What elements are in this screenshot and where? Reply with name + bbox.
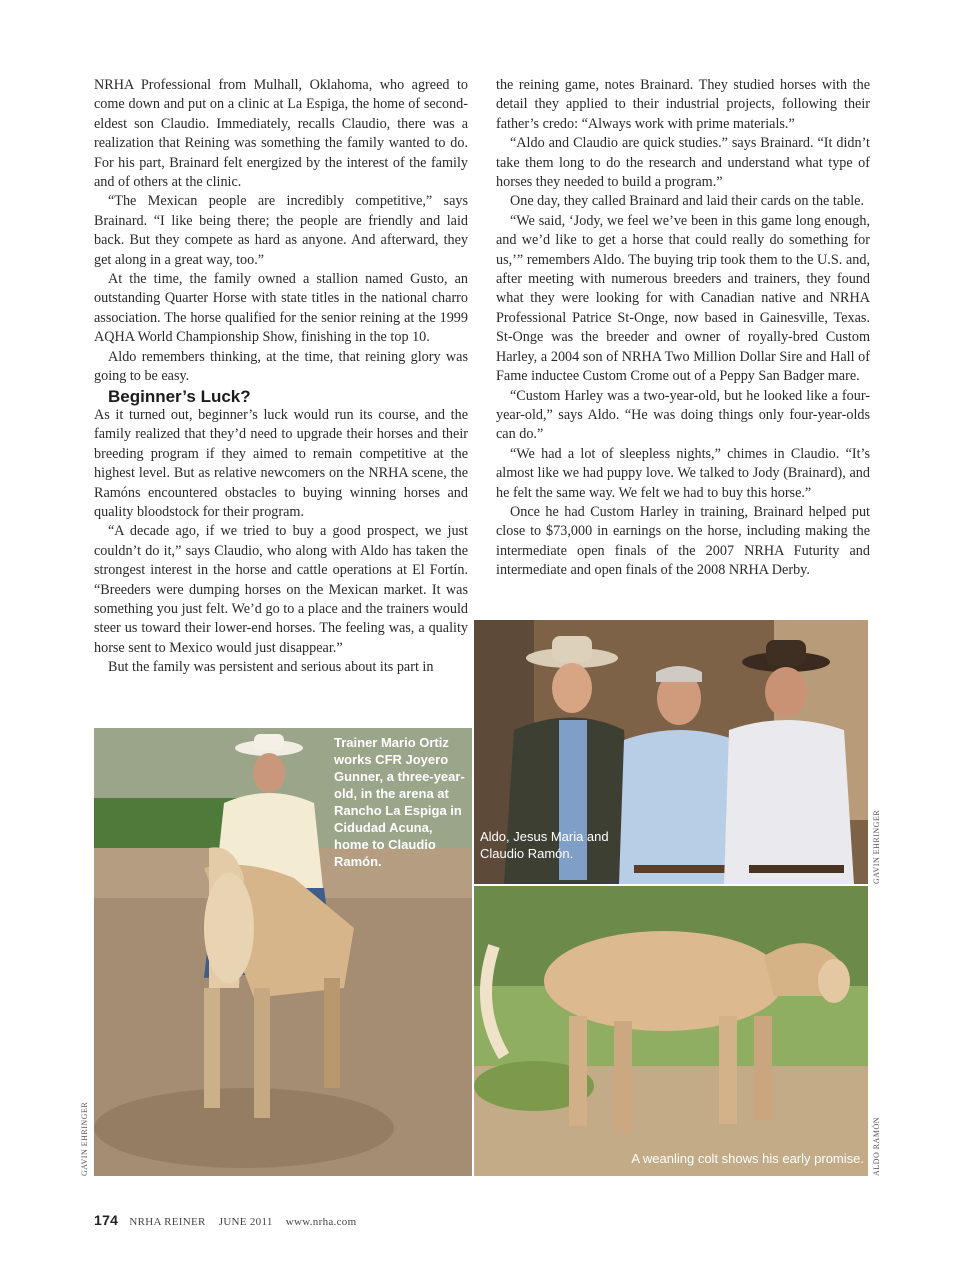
- paragraph: “We said, ‘Jody, we feel we’ve been in this game long enough, and we’d like to get a horse that could really do something for us,’” remembers Aldo. The buying trip took them to the U.S. and, after meeting with numerous breeders and trainers, they found what they were looking for with Canadian native and NRHA Professional Patrice St-Onge, now based in Gainesville, Texas. St-Onge was the breeder and owner of royally-bred Custom Harley, a 2004 son of NRHA Two Million Dollar Sire and Hall of Fame inductee Custom Crome out of a Peppy San Badger mare.: [496, 212, 870, 385]
- paragraph: Once he had Custom Harley in training, Brainard helped put close to $73,000 in earnings on the horse, including making the intermediate open finals of the 2007 NRHA Futurity and intermediate and open finals of the 2008 NRHA Derby.: [496, 503, 870, 579]
- magazine-name: NRHA REINER: [129, 1216, 206, 1228]
- weanling-colt-illustration: [474, 886, 868, 1176]
- trainer-photo-caption: Trainer Mario Ortiz works CFR Joyero Gunner, a three-year-old, in the arena at Rancho La Espiga in Cidudad Acuna, home to Claudio Ramón.: [334, 735, 465, 869]
- photo-credit: GAVIN EHRINGER: [80, 1101, 89, 1176]
- paragraph: As it turned out, beginner’s luck would run its course, and the family realized that they’d need to upgrade their horses and their breeding program if they aimed to remain competitive at the highest level. But as relative newcomers on the NRHA scene, the Ramóns encountered obstacles to buying winning horses and quality bloodstock for their program.: [94, 406, 468, 520]
- family-photo-caption: Aldo, Jesus Maria and Claudio Ramón.: [480, 829, 609, 861]
- website-url: www.nrha.com: [285, 1216, 357, 1228]
- paragraph: One day, they called Brainard and laid their cards on the table.: [510, 193, 865, 210]
- trainer-riding-photo: [94, 728, 472, 1176]
- paragraph: NRHA Professional from Mulhall, Oklahoma, who agreed to come down and put on a clinic at La Espiga, the home of second-eldest son Claudio. Immediately, recalls Claudio, there was a realization that Reining was something the family wanted to do. For his part, Brainard felt energized by the interest of the family and of others at the clinic.: [94, 77, 468, 191]
- paragraph: Aldo remembers thinking, at the time, that reining glory was going to be easy.: [94, 348, 468, 385]
- page-footer: [94, 1212, 356, 1228]
- page-number: 174: [94, 1212, 119, 1228]
- section-subhead: Beginner’s Luck?: [108, 386, 251, 406]
- right-column: [496, 76, 870, 581]
- paragraph: “We had a lot of sleepless nights,” chimes in Claudio. “It’s almost like we had puppy love. We talked to Jody (Brainard), and he felt the same way. We felt we had to buy this horse.”: [496, 445, 870, 501]
- left-column: [94, 76, 468, 678]
- photo-credit: ALDO RAMÓN: [872, 1117, 881, 1176]
- issue-date: JUNE 2011: [218, 1216, 273, 1228]
- paragraph: But the family was persistent and serious about its part in: [108, 659, 434, 676]
- paragraph: At the time, the family owned a stallion named Gusto, an outstanding Quarter Horse with state titles in the national charro association. The horse qualified for the senior reining at the 1999 AQHA World Championship Show, finishing in the top 10.: [94, 271, 468, 346]
- paragraph: the reining game, notes Brainard. They studied horses with the detail they applied to their industrial projects, following their father’s credo: “Always work with prime materials.”: [496, 77, 870, 132]
- family-portrait-photo: [474, 620, 868, 884]
- paragraph: “A decade ago, if we tried to buy a good prospect, we just couldn’t do it,” says Claudio, who along with Aldo has taken the strongest interest in the horse and cattle operations at El Fortín. “Breeders were dumping horses on the Mexican market. It was something you just felt. We’d go to a place and the trainers would steer us toward their lower-end horses. The feeling was, a quality horse sent to Mexico would just disappear.”: [94, 523, 468, 656]
- paragraph: “Aldo and Claudio are quick studies.” says Brainard. “It didn’t take them long to do the research and understand what type of horses they needed to build a program.”: [496, 135, 870, 191]
- weanling-colt-photo: [474, 886, 868, 1176]
- colt-photo-caption: A weanling colt shows his early promise.: [631, 1151, 864, 1166]
- photo-credit: GAVIN EHRINGER: [872, 809, 881, 884]
- paragraph: “The Mexican people are incredibly competitive,” says Brainard. “I like being there; the people are friendly and laid back. But they compete as hard as anyone. And afterward, they get along in a great way, too.”: [94, 193, 468, 268]
- paragraph: “Custom Harley was a two-year-old, but he looked like a four-year-old,” says Aldo. “He was doing things only four-year-olds can do.”: [496, 387, 870, 443]
